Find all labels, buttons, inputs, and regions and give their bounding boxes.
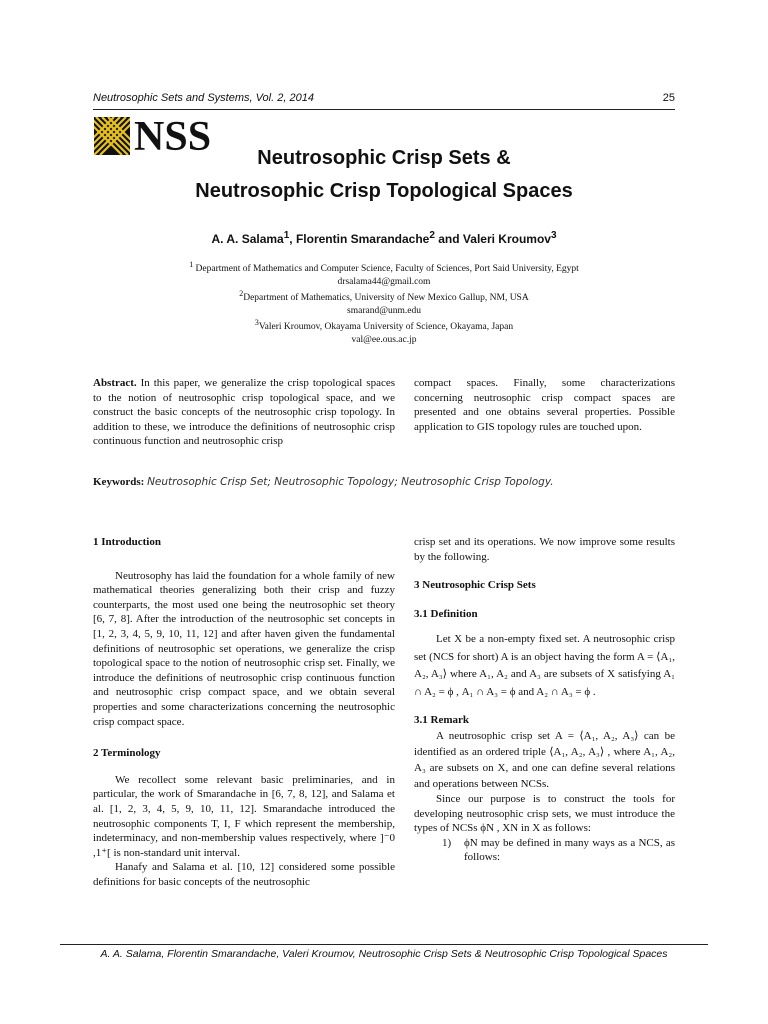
list-item-number: 1) xyxy=(442,836,452,849)
affiliations xyxy=(100,259,668,346)
right-column xyxy=(414,535,675,865)
logo-text: NSS xyxy=(134,117,212,155)
journal-name: Neutrosophic Sets and Systems, Vol. 2, 2014 xyxy=(93,92,314,104)
email-2: smarand@unm.edu xyxy=(347,305,421,316)
author-sup: 3 xyxy=(550,230,557,241)
author-sup: 1 xyxy=(283,230,290,241)
section-heading-crisp-sets: 3 Neutrosophic Crisp Sets xyxy=(414,579,536,592)
keywords xyxy=(93,476,554,488)
subsection-heading-definition: 3.1 Definition xyxy=(414,607,478,620)
author-separator: , xyxy=(289,232,296,246)
email-1: drsalama44@gmail.com xyxy=(337,276,431,287)
footer-divider xyxy=(60,944,708,945)
introduction-paragraph: Neutrosophy has laid the foundation for a whole family of new mathematical theories generalizing both their crisp and fuzzy counterparts, the most used one being the neutrosophic set theory [6, 7, 8]. After the introduction of the neutrosophic set concepts in [1, 2, 3, 4, 5, 9, 10, 11, 12] and after haven given the fundamental definitions of neutrosophic set operations, we generalize the crisp topological space to the notion of neutrosophic crisp set. Finally, we introduce the definitions of neutrosophic crisp continuous function and neutrosophic crisp compact space, and we obtain several properties and some characterizations concerning the neutrosophic crisp compact space. xyxy=(93,569,395,728)
terminology-paragraph-1 xyxy=(93,773,395,861)
author-list xyxy=(90,230,678,246)
introduction-continued: crisp set and its operations. We now improve some results by the following. xyxy=(414,536,675,563)
affil-sup: 2 xyxy=(239,289,244,299)
unit-interval: ]⁻0 ,1⁺[ xyxy=(93,832,396,859)
author-smarandache: Florentin Smarandache xyxy=(295,232,430,246)
abstract-text-left: In this paper, we generalize the crisp topological spaces to the notion of neutrosophic crisp topological space, and we construct the basic concepts of the neutrosophic crisp topology. In addition to these, we introduce the definitions of neutrosophic crisp continuous function and neutrosophic crisp xyxy=(93,377,395,448)
affil-sup: 3 xyxy=(254,318,259,328)
terminology-text: We recollect some relevant basic preliminaries, and in particular, the work of Smarandache in [6, 7, 8, 12], and Salama et al. [1, 2, 3, 4, 5, 9, 10, 11, 12]. Smarandache introduced the neutrosophic components T, I, F which represent the membership, indeterminacy, and non-membership values respectively, where xyxy=(93,773,395,845)
affiliation-2: Department of Mathematics, University of New Mexico Gallup, NM, USA xyxy=(243,293,529,304)
author-sup: 2 xyxy=(429,230,435,241)
left-column xyxy=(93,535,395,889)
author-salama: A. A. Salama xyxy=(211,232,284,246)
page-number: 25 xyxy=(662,92,675,104)
definition-paragraph: Let X be a non-empty fixed set. A neutrosophic crisp set (NCS for short) A is an object having the form A = ⟨A₁, A₂, A₃⟩ where A₁, A₂ and A₃ are subsets of X satisfying A₁ ∩ A₂ = ϕ , A₁ ∩ A₃ = ϕ and A₂ ∩ A₃ = ϕ . xyxy=(414,633,675,698)
paper-title-line-2: Neutrosophic Crisp Topological Spaces xyxy=(195,180,573,202)
terminology-text-end: non-standard unit interval. xyxy=(123,846,240,859)
section-heading-terminology: 2 Terminology xyxy=(93,747,161,760)
abstract-text-right: compact spaces. Finally, some characterizations concerning neutrosophic crisp compact spaces are presented and one obtains several properties. Possible application to GIS topology rules are touched upon. xyxy=(414,377,675,433)
list-item-1 xyxy=(436,836,675,865)
terminology-paragraph-2: Hanafy and Salama et al. [10, 12] considered some possible definitions for basic concepts of the neutrosophic xyxy=(93,861,395,888)
keywords-label: Keywords: xyxy=(93,476,145,488)
abstract-left xyxy=(93,376,395,449)
abstract-right xyxy=(414,376,675,434)
running-footer: A. A. Salama, Florentin Smarandache, Valeri Kroumov, Neutrosophic Crisp Sets & Neutrosophic Crisp Topological Spaces xyxy=(100,948,668,960)
affil-sup: 1 xyxy=(189,260,194,269)
remark-paragraph: A neutrosophic crisp set A = ⟨A₁, A₂, A₃⟩ can be identified as an ordered triple ⟨A₁, A₂, A₃⟩ , where A₁, A₂, A₃ are subsets on X, and one can define several relations and operations between NCSs. xyxy=(414,729,675,790)
email-3: val@ee.ous.ac.jp xyxy=(351,334,417,345)
author-kroumov: Valeri Kroumov xyxy=(462,232,551,246)
list-item-text: ϕN may be defined in many ways as a NCS, as follows: xyxy=(463,836,676,864)
header-divider xyxy=(93,109,675,110)
subsection-heading-remark: 3.1 Remark xyxy=(414,714,469,727)
author-and: and xyxy=(434,232,463,246)
terminology-is: is xyxy=(110,846,121,859)
paper-title-line-1: Neutrosophic Crisp Sets & xyxy=(257,147,511,169)
abstract-label: Abstract. xyxy=(93,377,137,389)
affiliation-1: Department of Mathematics and Computer Science, Faculty of Sciences, Port Said University, Egypt xyxy=(193,264,579,275)
running-header xyxy=(93,92,675,104)
affiliation-3: Valeri Kroumov, Okayama University of Science, Okayama, Japan xyxy=(258,322,514,333)
keywords-text: Neutrosophic Crisp Set; Neutrosophic Topology; Neutrosophic Crisp Topology. xyxy=(147,476,554,488)
purpose-paragraph: Since our purpose is to construct the tools for developing neutrosophic crisp sets, we must introduce the types of NCSs ϕN , XN in X as follows: xyxy=(414,792,675,835)
section-heading-introduction: 1 Introduction xyxy=(93,536,161,548)
